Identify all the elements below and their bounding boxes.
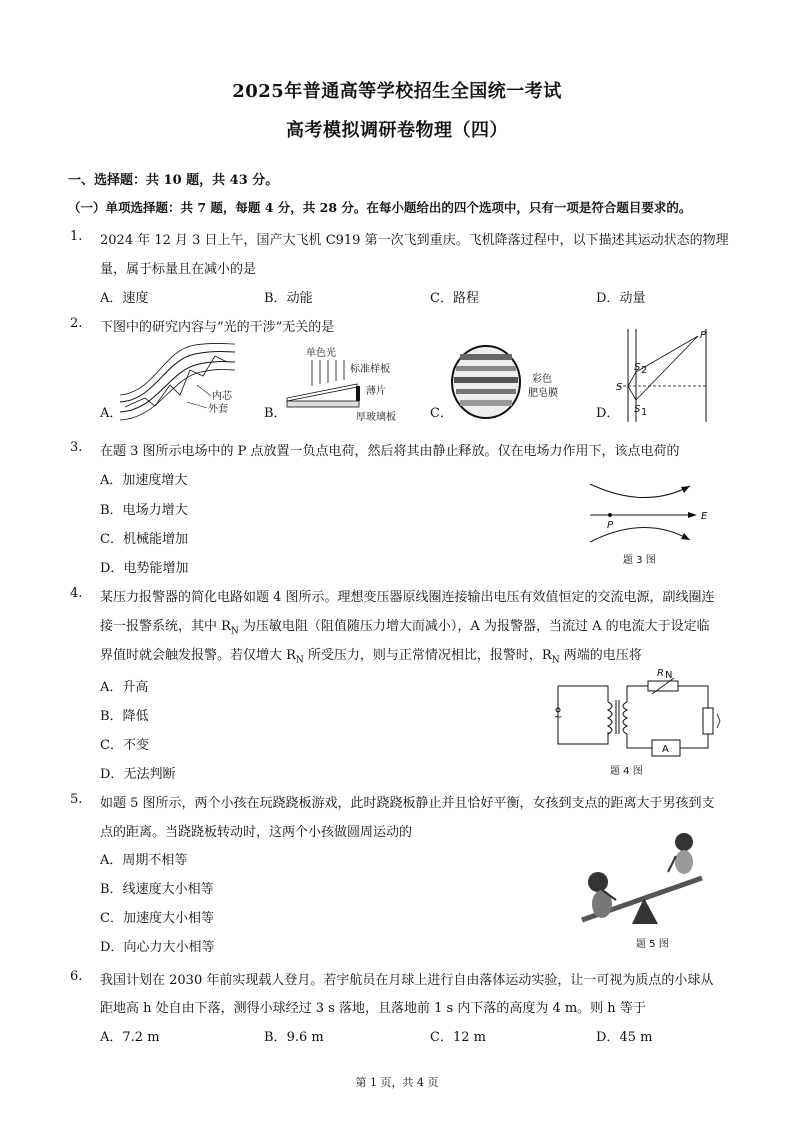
question-stem-line: 界值时就会触发报警。若仅增大 $R_N$ 所受压力，则与正常情况相比，报警时，$R_N$ 两端的电压将 — [100, 648, 642, 666]
question-stem-line: 距地高 h 处自由下落，测得小球经过 3 s 落地，且落地前 1 s 内下落的高度为 4 m。则 h 等于 — [100, 1001, 646, 1016]
option-c[interactable]: C．不变 — [100, 738, 149, 753]
label-RN-sub: N — [665, 670, 673, 681]
option-c[interactable]: C．路程 — [430, 291, 479, 306]
option-d[interactable]: D．电势能增加 — [100, 561, 189, 576]
section-heading: 一、选择题：共 10 题，共 43 分。 — [68, 173, 279, 188]
question-stem-line: 下图中的研究内容与“光的干涉”无关的是 — [100, 320, 335, 335]
label-S1: S — [634, 404, 641, 415]
svg-text:~: ~ — [554, 712, 563, 723]
label-P: P — [607, 520, 614, 531]
question-number: 3. — [70, 440, 83, 455]
double-slit-figure — [612, 324, 717, 424]
optical-fiber-figure — [115, 340, 240, 425]
seesaw-figure — [572, 820, 717, 955]
option-d[interactable]: D．无法判断 — [100, 767, 176, 782]
option-d[interactable]: D．动量 — [596, 291, 646, 306]
label-S2-sub: 2 — [641, 365, 648, 376]
label-outer-sheath: 外套 — [208, 404, 228, 415]
label-S: S — [616, 382, 623, 393]
option-b[interactable]: B．线速度大小相等 — [100, 882, 214, 897]
exam-title: 2025年普通高等学校招生全国统一考试 — [232, 81, 562, 102]
option-c[interactable]: C．加速度大小相等 — [100, 911, 214, 926]
label-S1-sub: 1 — [641, 407, 648, 418]
question-number: 6. — [70, 969, 83, 984]
question-stem-line: 点的距离。当跷跷板转动时，这两个小孩做圆周运动的 — [100, 825, 413, 840]
option-d[interactable]: D．45 m — [596, 1030, 653, 1045]
option-b[interactable]: B．电场力增大 — [100, 503, 188, 518]
question-number: 4. — [70, 586, 83, 601]
label-soap-film: 肥皂膜 — [528, 388, 558, 399]
question-number: 5. — [70, 792, 83, 807]
option-a[interactable]: A．加速度增大 — [100, 473, 188, 488]
option-b[interactable]: B． — [264, 406, 287, 421]
question-number: 1. — [70, 229, 83, 244]
option-a[interactable]: A． — [100, 406, 123, 421]
option-b[interactable]: B．降低 — [100, 709, 149, 724]
question-stem-line: 如题 5 图所示，两个小孩在玩跷跷板游戏，此时跷跷板静止并且恰好平衡，女孩到支点的距离大于男孩到支 — [100, 796, 715, 811]
label-E: E — [701, 511, 708, 522]
label-standard-plate: 标准样板 — [350, 364, 390, 375]
option-b[interactable]: B．动能 — [264, 291, 313, 306]
question-stem-line: 量，属于标量且在减小的是 — [100, 262, 257, 277]
option-c[interactable]: C．12 m — [430, 1030, 486, 1045]
label-thin-sheet: 薄片 — [366, 386, 386, 397]
figure-caption: 题 5 图 — [636, 939, 669, 950]
question-number: 2. — [70, 316, 83, 331]
option-a[interactable]: A．7.2 m — [100, 1030, 160, 1045]
soap-film-figure — [448, 340, 568, 425]
option-d[interactable]: D．向心力大小相等 — [100, 940, 215, 955]
option-c[interactable]: C．机械能增加 — [100, 532, 188, 547]
page-footer: 第 1 页，共 4 页 — [355, 1076, 439, 1089]
figure-caption: 题 3 图 — [623, 555, 656, 566]
question-stem-line: 2024 年 12 月 3 日上午，国产大飞机 C919 第一次飞到重庆。飞机降落过程中，以下描述其运动状态的物理 — [100, 233, 729, 248]
question-stem-line: 在题 3 图所示电场中的 P 点放置一负点电荷，然后将其由静止释放。仅在电场力作用下，该点电荷的 — [100, 444, 680, 459]
option-b[interactable]: B．9.6 m — [264, 1030, 324, 1045]
question-stem-line: 某压力报警器的简化电路如题 4 图所示。理想变压器原线圈连接输出电压有效值恒定的交流电源，副线圈连 — [100, 590, 715, 605]
label-colored: 彩色 — [532, 374, 552, 385]
option-a[interactable]: A．周期不相等 — [100, 853, 188, 868]
label-S2: S — [634, 362, 641, 373]
label-RN: R — [657, 668, 664, 679]
transformer-circuit-figure — [548, 664, 728, 784]
label-mono-light: 单色光 — [306, 348, 336, 359]
option-a[interactable]: A．升高 — [100, 680, 149, 695]
exam-subtitle: 高考模拟调研卷物理（四） — [286, 120, 508, 141]
label-inner-core: 内芯 — [212, 391, 232, 402]
figure-caption: 题 4 图 — [610, 766, 643, 777]
option-d[interactable]: D． — [596, 406, 620, 421]
section-instruction: （一）单项选择题：共 7 题，每题 4 分，共 28 分。在每小题给出的四个选项中，只有一项是符合题目要求的。 — [68, 200, 692, 215]
label-A: A — [662, 744, 669, 755]
option-a[interactable]: A．速度 — [100, 291, 149, 306]
question-stem-line: 接一报警系统，其中 $R_N$ 为压敏电阻（阻值随压力增大而减小），A 为报警器，当流过 A 的电流大于设定临 — [100, 619, 710, 637]
option-c[interactable]: C． — [430, 406, 453, 421]
thin-film-wedge-figure — [282, 342, 412, 427]
electric-field-figure — [585, 472, 725, 567]
label-thick-glass: 厚玻璃板 — [356, 412, 396, 423]
question-stem-line: 我国计划在 2030 年前实现载人登月。若宇航员在月球上进行自由落体运动实验，让一可视为质点的小球从 — [100, 973, 714, 988]
label-P: P — [700, 330, 707, 341]
